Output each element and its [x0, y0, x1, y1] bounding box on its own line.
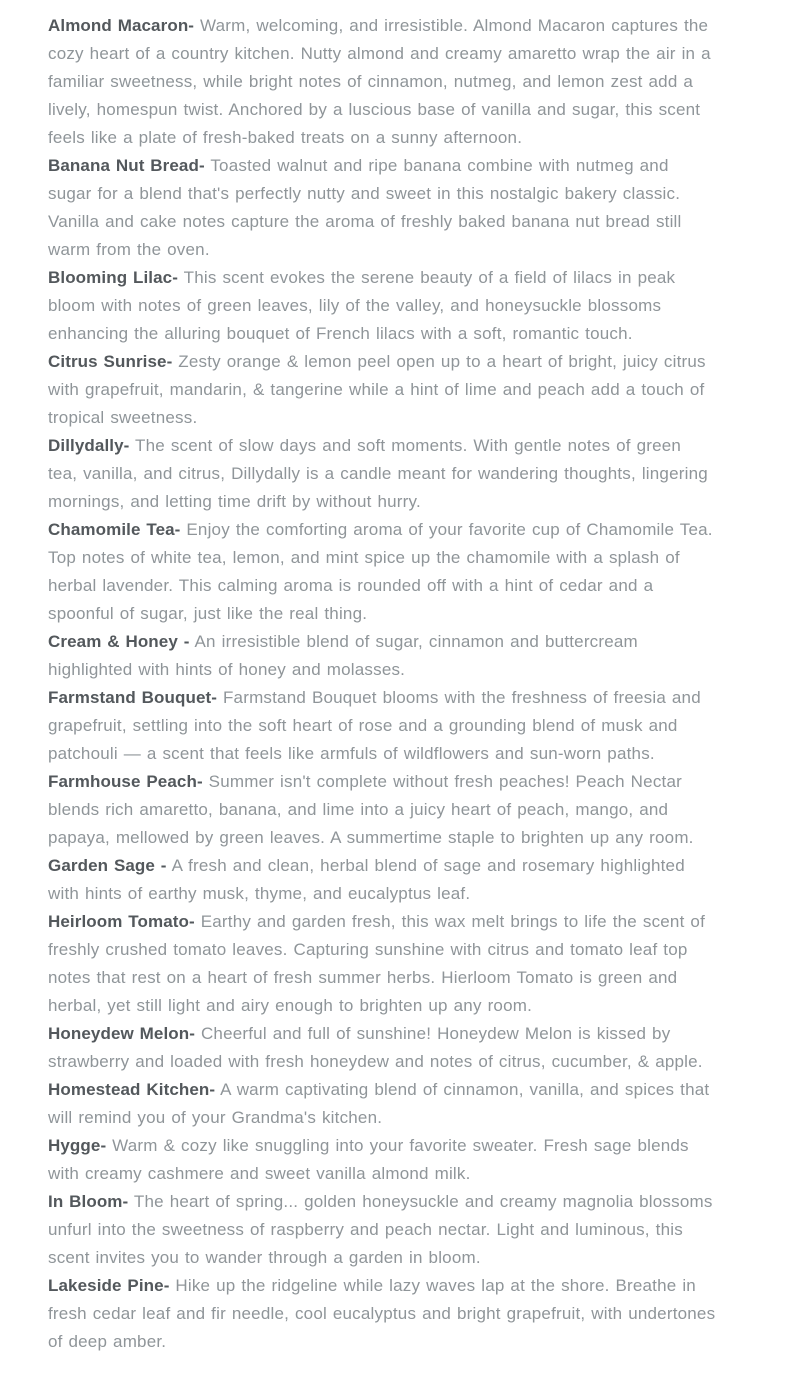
- scent-name: Banana Nut Bread-: [48, 156, 205, 175]
- scent-name: Cream & Honey -: [48, 632, 190, 651]
- scent-description: Hike up the ridgeline while lazy waves lap at the shore. Breathe in fresh cedar leaf and fir needle, cool eucalyptus and bright grapefruit, with undertones of deep amber.: [48, 1276, 716, 1351]
- scent-description: A fresh and clean, herbal blend of sage and rosemary highlighted with hints of earthy musk, thyme, and eucalyptus leaf.: [48, 856, 685, 903]
- scent-description: An irresistible blend of sugar, cinnamon and buttercream highlighted with hints of honey and molasses.: [48, 632, 638, 679]
- scent-item: [48, 1272, 716, 1356]
- scent-name: Farmstand Bouquet-: [48, 688, 218, 707]
- scent-name: Garden Sage -: [48, 856, 167, 875]
- scent-item: [48, 432, 716, 516]
- scent-name: Chamomile Tea-: [48, 520, 181, 539]
- scent-description: Zesty orange & lemon peel open up to a heart of bright, juicy citrus with grapefruit, mandarin, & tangerine while a hint of lime and peach add a touch of tropical sweetness.: [48, 352, 706, 427]
- scent-name: Blooming Lilac-: [48, 268, 178, 287]
- scent-item: [48, 768, 716, 852]
- scent-name: Lakeside Pine-: [48, 1276, 170, 1295]
- scent-name: Homestead Kitchen-: [48, 1080, 216, 1099]
- scent-description: Cheerful and full of sunshine! Honeydew Melon is kissed by strawberry and loaded with fresh honeydew and notes of citrus, cucumber, & apple.: [48, 1024, 703, 1071]
- scent-item: [48, 628, 716, 684]
- scent-item: [48, 1132, 716, 1188]
- scent-item: [48, 852, 716, 908]
- scent-name: Almond Macaron-: [48, 16, 195, 35]
- scent-item: [48, 516, 716, 628]
- scent-item: [48, 348, 716, 432]
- scent-description: The heart of spring... golden honeysuckle and creamy magnolia blossoms unfurl into the sweetness of raspberry and peach nectar. Light and luminous, this scent invites you to wander through a garden in bloom.: [48, 1192, 713, 1267]
- scent-description: This scent evokes the serene beauty of a field of lilacs in peak bloom with notes of green leaves, lily of the valley, and honeysuckle blossoms enhancing the alluring bouquet of French lilacs with a soft, romantic touch.: [48, 268, 676, 343]
- scent-description: Toasted walnut and ripe banana combine with nutmeg and sugar for a blend that's perfectly nutty and sweet in this nostalgic bakery classic. Vanilla and cake notes capture the aroma of freshly baked banana nut bread still warm from the oven.: [48, 156, 682, 259]
- scent-description: A warm captivating blend of cinnamon, vanilla, and spices that will remind you of your Grandma's kitchen.: [48, 1080, 710, 1127]
- scent-list: [48, 12, 716, 1356]
- scent-item: [48, 908, 716, 1020]
- scent-name: Dillydally-: [48, 436, 130, 455]
- scent-item: [48, 1020, 716, 1076]
- scent-description: The scent of slow days and soft moments. With gentle notes of green tea, vanilla, and citrus, Dillydally is a candle meant for wandering thoughts, lingering mornings, and letting time drift by without hurry.: [48, 436, 708, 511]
- scent-name: Heirloom Tomato-: [48, 912, 195, 931]
- scent-name: In Bloom-: [48, 1192, 129, 1211]
- scent-name: Honeydew Melon-: [48, 1024, 196, 1043]
- scent-item: [48, 1076, 716, 1132]
- scent-name: Farmhouse Peach-: [48, 772, 203, 791]
- scent-item: [48, 12, 716, 152]
- scent-name: Citrus Sunrise-: [48, 352, 173, 371]
- scent-item: [48, 1188, 716, 1272]
- scent-name: Hygge-: [48, 1136, 107, 1155]
- scent-item: [48, 152, 716, 264]
- scent-description: Earthy and garden fresh, this wax melt brings to life the scent of freshly crushed tomato leaves. Capturing sunshine with citrus and tomato leaf top notes that rest on a heart of fresh summer herbs. Hierloom Tomato is green and herbal, yet still light and airy enough to brighten up any room.: [48, 912, 706, 1015]
- scent-item: [48, 684, 716, 768]
- scent-description: Enjoy the comforting aroma of your favorite cup of Chamomile Tea. Top notes of white tea, lemon, and mint spice up the chamomile with a splash of herbal lavender. This calming aroma is rounded off with a hint of cedar and a spoonful of sugar, just like the real thing.: [48, 520, 713, 623]
- scent-item: [48, 264, 716, 348]
- scent-description: Warm, welcoming, and irresistible. Almond Macaron captures the cozy heart of a country kitchen. Nutty almond and creamy amaretto wrap the air in a familiar sweetness, while bright notes of cinnamon, nutmeg, and lemon zest add a lively, homespun twist. Anchored by a luscious base of vanilla and sugar, this scent feels like a plate of fresh-baked treats on a sunny afternoon.: [48, 16, 711, 147]
- scent-description: Warm & cozy like snuggling into your favorite sweater. Fresh sage blends with creamy cashmere and sweet vanilla almond milk.: [48, 1136, 689, 1183]
- scent-description: Summer isn't complete without fresh peaches! Peach Nectar blends rich amaretto, banana, and lime into a juicy heart of peach, mango, and papaya, mellowed by green leaves. A summertime staple to brighten up any room.: [48, 772, 694, 847]
- scent-description: Farmstand Bouquet blooms with the freshness of freesia and grapefruit, settling into the soft heart of rose and a grounding blend of musk and patchouli — a scent that feels like armfuls of wildflowers and sun-worn paths.: [48, 688, 701, 763]
